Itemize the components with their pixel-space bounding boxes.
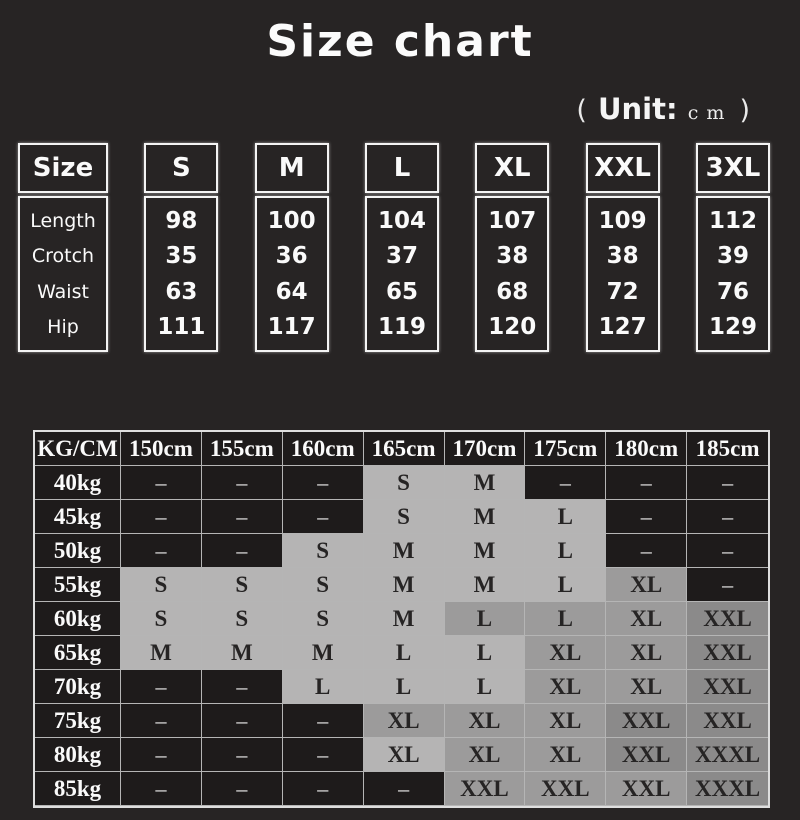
- size-column: [255, 143, 329, 355]
- fit-cell: –: [364, 772, 445, 806]
- fit-cell: L: [445, 636, 526, 670]
- size-column-body: [144, 196, 218, 352]
- fit-cell: S: [283, 568, 364, 602]
- fit-row-label: 70kg: [35, 670, 121, 704]
- size-column-body: [586, 196, 660, 352]
- fit-cell: S: [202, 602, 283, 636]
- size-table: [18, 143, 770, 355]
- fit-col-header: 170cm: [445, 432, 526, 466]
- fit-row-label: 60kg: [35, 602, 121, 636]
- fit-cell: –: [202, 738, 283, 772]
- fit-col-header: 165cm: [364, 432, 445, 466]
- size-column-header: L: [365, 143, 439, 193]
- fit-cell: XL: [525, 636, 606, 670]
- size-column-body: [475, 196, 549, 352]
- size-value: 72: [606, 278, 639, 305]
- size-value: 36: [275, 243, 308, 270]
- unit-value: cm: [687, 102, 733, 124]
- fit-row-label: 40kg: [35, 466, 121, 500]
- fit-cell: XXXL: [687, 738, 768, 772]
- fit-cell: XL: [606, 568, 687, 602]
- size-value: 35: [165, 243, 198, 270]
- fit-cell: XL: [364, 738, 445, 772]
- fit-cell: –: [687, 466, 768, 500]
- fit-cell: M: [364, 602, 445, 636]
- fit-cell: –: [687, 568, 768, 602]
- size-value: 38: [606, 243, 639, 270]
- size-column-header: XXL: [586, 143, 660, 193]
- unit-close-paren: ): [739, 95, 750, 126]
- size-column: [696, 143, 770, 355]
- fit-cell: XXL: [687, 636, 768, 670]
- fit-cell: –: [525, 466, 606, 500]
- fit-col-header: 175cm: [525, 432, 606, 466]
- fit-row-label: 50kg: [35, 534, 121, 568]
- size-value: 112: [708, 207, 757, 234]
- page-title: Size chart: [266, 16, 534, 67]
- fit-cell: M: [445, 568, 526, 602]
- size-row-label: Length: [30, 209, 96, 232]
- fit-cell: XL: [364, 704, 445, 738]
- fit-cell: –: [202, 500, 283, 534]
- fit-cell: S: [121, 602, 202, 636]
- size-column: [365, 143, 439, 355]
- fit-cell: –: [283, 772, 364, 806]
- fit-cell: –: [121, 534, 202, 568]
- fit-col-header: 155cm: [202, 432, 283, 466]
- size-value: 119: [377, 314, 426, 341]
- size-value: 120: [488, 314, 537, 341]
- size-column-header: 3XL: [696, 143, 770, 193]
- size-column-body: [696, 196, 770, 352]
- fit-col-header: 160cm: [283, 432, 364, 466]
- fit-cell: –: [202, 704, 283, 738]
- fit-cell: XL: [525, 704, 606, 738]
- fit-cell: L: [525, 534, 606, 568]
- size-value: 76: [716, 278, 749, 305]
- size-value: 64: [275, 278, 308, 305]
- size-column: [586, 143, 660, 355]
- fit-cell: –: [202, 466, 283, 500]
- fit-cell: –: [202, 772, 283, 806]
- size-value: 68: [496, 278, 529, 305]
- unit-note: [576, 92, 750, 126]
- size-row-label: Waist: [37, 280, 89, 303]
- size-column: [475, 143, 549, 355]
- fit-cell: –: [283, 704, 364, 738]
- fit-cell: S: [121, 568, 202, 602]
- fit-table-corner-header: KG/CM: [35, 432, 121, 466]
- fit-cell: M: [364, 534, 445, 568]
- size-value: 37: [385, 243, 418, 270]
- size-column-header: M: [255, 143, 329, 193]
- size-table-corner-header: Size: [18, 143, 108, 193]
- fit-table: [33, 430, 770, 808]
- fit-cell: XXL: [687, 704, 768, 738]
- fit-cell: XXXL: [687, 772, 768, 806]
- fit-cell: XXL: [687, 602, 768, 636]
- fit-cell: S: [364, 500, 445, 534]
- unit-open-paren: (: [576, 95, 587, 126]
- fit-col-header: 150cm: [121, 432, 202, 466]
- fit-cell: L: [525, 500, 606, 534]
- size-table-label-body: [18, 196, 108, 352]
- fit-cell: M: [283, 636, 364, 670]
- size-value: 117: [267, 314, 316, 341]
- fit-row-label: 65kg: [35, 636, 121, 670]
- fit-cell: L: [364, 670, 445, 704]
- fit-cell: –: [606, 466, 687, 500]
- fit-cell: XXL: [606, 738, 687, 772]
- size-column-header: S: [144, 143, 218, 193]
- size-value: 107: [488, 207, 537, 234]
- size-value: 111: [157, 314, 206, 341]
- unit-label: Unit:: [597, 92, 678, 126]
- fit-cell: XXL: [687, 670, 768, 704]
- size-value: 100: [267, 207, 316, 234]
- fit-cell: XL: [606, 602, 687, 636]
- size-value: 104: [377, 207, 426, 234]
- size-row-label: Hip: [47, 316, 79, 339]
- fit-cell: XXL: [606, 772, 687, 806]
- fit-cell: –: [687, 534, 768, 568]
- fit-row-label: 75kg: [35, 704, 121, 738]
- size-value: 39: [716, 243, 749, 270]
- size-column-header: XL: [475, 143, 549, 193]
- fit-cell: –: [121, 738, 202, 772]
- fit-row-label: 55kg: [35, 568, 121, 602]
- size-row-label: Crotch: [31, 245, 95, 268]
- size-table-label-column: [18, 143, 108, 355]
- fit-row-label: 45kg: [35, 500, 121, 534]
- size-value: 129: [708, 314, 757, 341]
- fit-cell: S: [364, 466, 445, 500]
- fit-row-label: 85kg: [35, 772, 121, 806]
- fit-cell: M: [121, 636, 202, 670]
- fit-cell: –: [202, 534, 283, 568]
- fit-cell: –: [283, 500, 364, 534]
- fit-cell: –: [121, 670, 202, 704]
- fit-cell: XXL: [445, 772, 526, 806]
- fit-cell: –: [687, 500, 768, 534]
- fit-cell: –: [121, 466, 202, 500]
- fit-row-label: 80kg: [35, 738, 121, 772]
- fit-cell: XXL: [525, 772, 606, 806]
- fit-cell: –: [202, 670, 283, 704]
- fit-cell: –: [606, 500, 687, 534]
- size-column-body: [255, 196, 329, 352]
- fit-cell: XL: [525, 670, 606, 704]
- size-value: 65: [385, 278, 418, 305]
- fit-cell: –: [606, 534, 687, 568]
- fit-cell: S: [283, 602, 364, 636]
- fit-cell: L: [525, 568, 606, 602]
- fit-cell: L: [445, 670, 526, 704]
- fit-cell: XL: [606, 670, 687, 704]
- size-column: [144, 143, 218, 355]
- fit-cell: XL: [606, 636, 687, 670]
- fit-cell: –: [121, 704, 202, 738]
- fit-cell: –: [283, 738, 364, 772]
- size-value: 98: [165, 207, 198, 234]
- size-value: 109: [598, 207, 647, 234]
- fit-cell: XXL: [606, 704, 687, 738]
- fit-cell: L: [364, 636, 445, 670]
- fit-cell: M: [445, 466, 526, 500]
- fit-cell: L: [445, 602, 526, 636]
- fit-cell: –: [283, 466, 364, 500]
- fit-cell: M: [445, 500, 526, 534]
- fit-cell: S: [283, 534, 364, 568]
- fit-cell: M: [202, 636, 283, 670]
- fit-cell: XL: [525, 738, 606, 772]
- size-value: 127: [598, 314, 647, 341]
- fit-cell: –: [121, 772, 202, 806]
- fit-cell: XL: [445, 738, 526, 772]
- fit-cell: XL: [445, 704, 526, 738]
- fit-cell: M: [364, 568, 445, 602]
- size-column-body: [365, 196, 439, 352]
- fit-cell: S: [202, 568, 283, 602]
- size-value: 38: [496, 243, 529, 270]
- size-value: 63: [165, 278, 198, 305]
- fit-col-header: 180cm: [606, 432, 687, 466]
- fit-cell: M: [445, 534, 526, 568]
- fit-col-header: 185cm: [687, 432, 768, 466]
- fit-cell: L: [283, 670, 364, 704]
- fit-cell: –: [121, 500, 202, 534]
- fit-cell: L: [525, 602, 606, 636]
